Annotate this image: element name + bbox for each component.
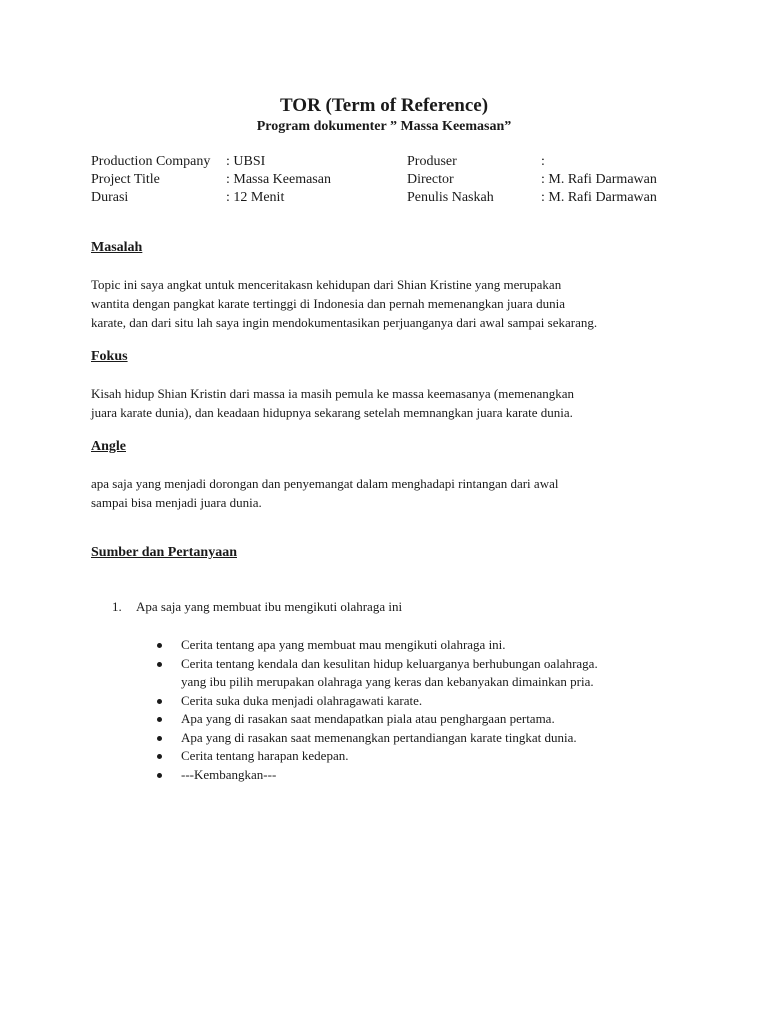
info-row bbox=[91, 153, 691, 171]
list-item: ---Kembangkan--- bbox=[157, 766, 598, 785]
fokus-paragraph bbox=[91, 384, 691, 422]
bullet-icon bbox=[157, 717, 162, 722]
info-value: : 12 Menit bbox=[226, 190, 285, 205]
section-heading-angle: Angle bbox=[91, 439, 126, 454]
info-label: Penulis Naskah bbox=[407, 190, 494, 205]
paragraph-line: juara karate dunia), dan keadaan hidupnya sekarang setelah memnangkan juara karate dunia. bbox=[91, 405, 573, 420]
section-heading-sumber: Sumber dan Pertanyaan bbox=[91, 545, 237, 560]
paragraph-line: sampai bisa menjadi juara dunia. bbox=[91, 495, 262, 510]
question-number: 1. bbox=[112, 599, 122, 614]
list-item: Apa yang di rasakan saat memenangkan pertandiangan karate tingkat dunia. bbox=[157, 729, 598, 748]
bullet-icon bbox=[157, 773, 162, 778]
angle-paragraph bbox=[91, 474, 691, 512]
info-row bbox=[91, 189, 691, 207]
question-bullet-list bbox=[157, 636, 598, 784]
list-item: Apa yang di rasakan saat mendapatkan piala atau penghargaan pertama. bbox=[157, 710, 598, 729]
production-info-table bbox=[91, 153, 691, 207]
info-value: : UBSI bbox=[226, 154, 266, 169]
list-item: Cerita tentang harapan kedepan. bbox=[157, 747, 598, 766]
paragraph-line: karate, dan dari situ lah saya ingin mendokumentasikan perjuanganya dari awal sampai sekarang. bbox=[91, 315, 598, 330]
info-label: Production Company bbox=[91, 154, 211, 169]
list-item-continuation: yang ibu pilih merupakan olahraga yang keras dan kebanyakan dimainkan pria. bbox=[181, 674, 594, 689]
document-title: TOR (Term of Reference) bbox=[279, 95, 489, 116]
section-heading-fokus: Fokus bbox=[91, 349, 128, 364]
bullet-icon bbox=[157, 699, 162, 704]
bullet-icon bbox=[157, 643, 162, 648]
bullet-icon bbox=[157, 754, 162, 759]
paragraph-line: apa saja yang menjadi dorongan dan penyemangat dalam menghadapi rintangan dari awal bbox=[91, 476, 559, 491]
paragraph-line: Kisah hidup Shian Kristin dari massa ia masih pemula ke massa keemasanya (memenangkan bbox=[91, 386, 575, 401]
section-heading-masalah: Masalah bbox=[91, 240, 143, 255]
bullet-icon bbox=[157, 662, 162, 667]
info-label: Produser bbox=[407, 154, 457, 169]
info-value: : bbox=[541, 154, 545, 169]
info-value: : M. Rafi Darmawan bbox=[541, 190, 657, 205]
info-label: Durasi bbox=[91, 190, 129, 205]
question-text: Apa saja yang membuat ibu mengikuti olahraga ini bbox=[136, 599, 403, 614]
list-item: Cerita tentang apa yang membuat mau mengikuti olahraga ini. bbox=[157, 636, 598, 655]
info-label: Project Title bbox=[91, 172, 160, 187]
info-value: : Massa Keemasan bbox=[226, 172, 331, 187]
info-row bbox=[91, 171, 691, 189]
paragraph-line: Topic ini saya angkat untuk menceritakasn kehidupan dari Shian Kristine yang merupakan bbox=[91, 277, 562, 292]
info-label: Director bbox=[407, 172, 454, 187]
bullet-icon bbox=[157, 736, 162, 741]
list-item: Cerita tentang kendala dan kesulitan hidup keluarganya berhubungan oalahraga. yang ibu pilih merupakan olahraga yang keras dan kebanyakan dimainkan pria. bbox=[157, 655, 598, 692]
paragraph-line: wantita dengan pangkat karate tertinggi di Indonesia dan pernah memenangkan juara dunia bbox=[91, 296, 565, 311]
list-item: Cerita suka duka menjadi olahragawati karate. bbox=[157, 692, 598, 711]
masalah-paragraph bbox=[91, 275, 691, 332]
numbered-question bbox=[112, 599, 402, 615]
document-subtitle: Program dokumenter ” Massa Keemasan” bbox=[256, 119, 512, 134]
info-value: : M. Rafi Darmawan bbox=[541, 172, 657, 187]
